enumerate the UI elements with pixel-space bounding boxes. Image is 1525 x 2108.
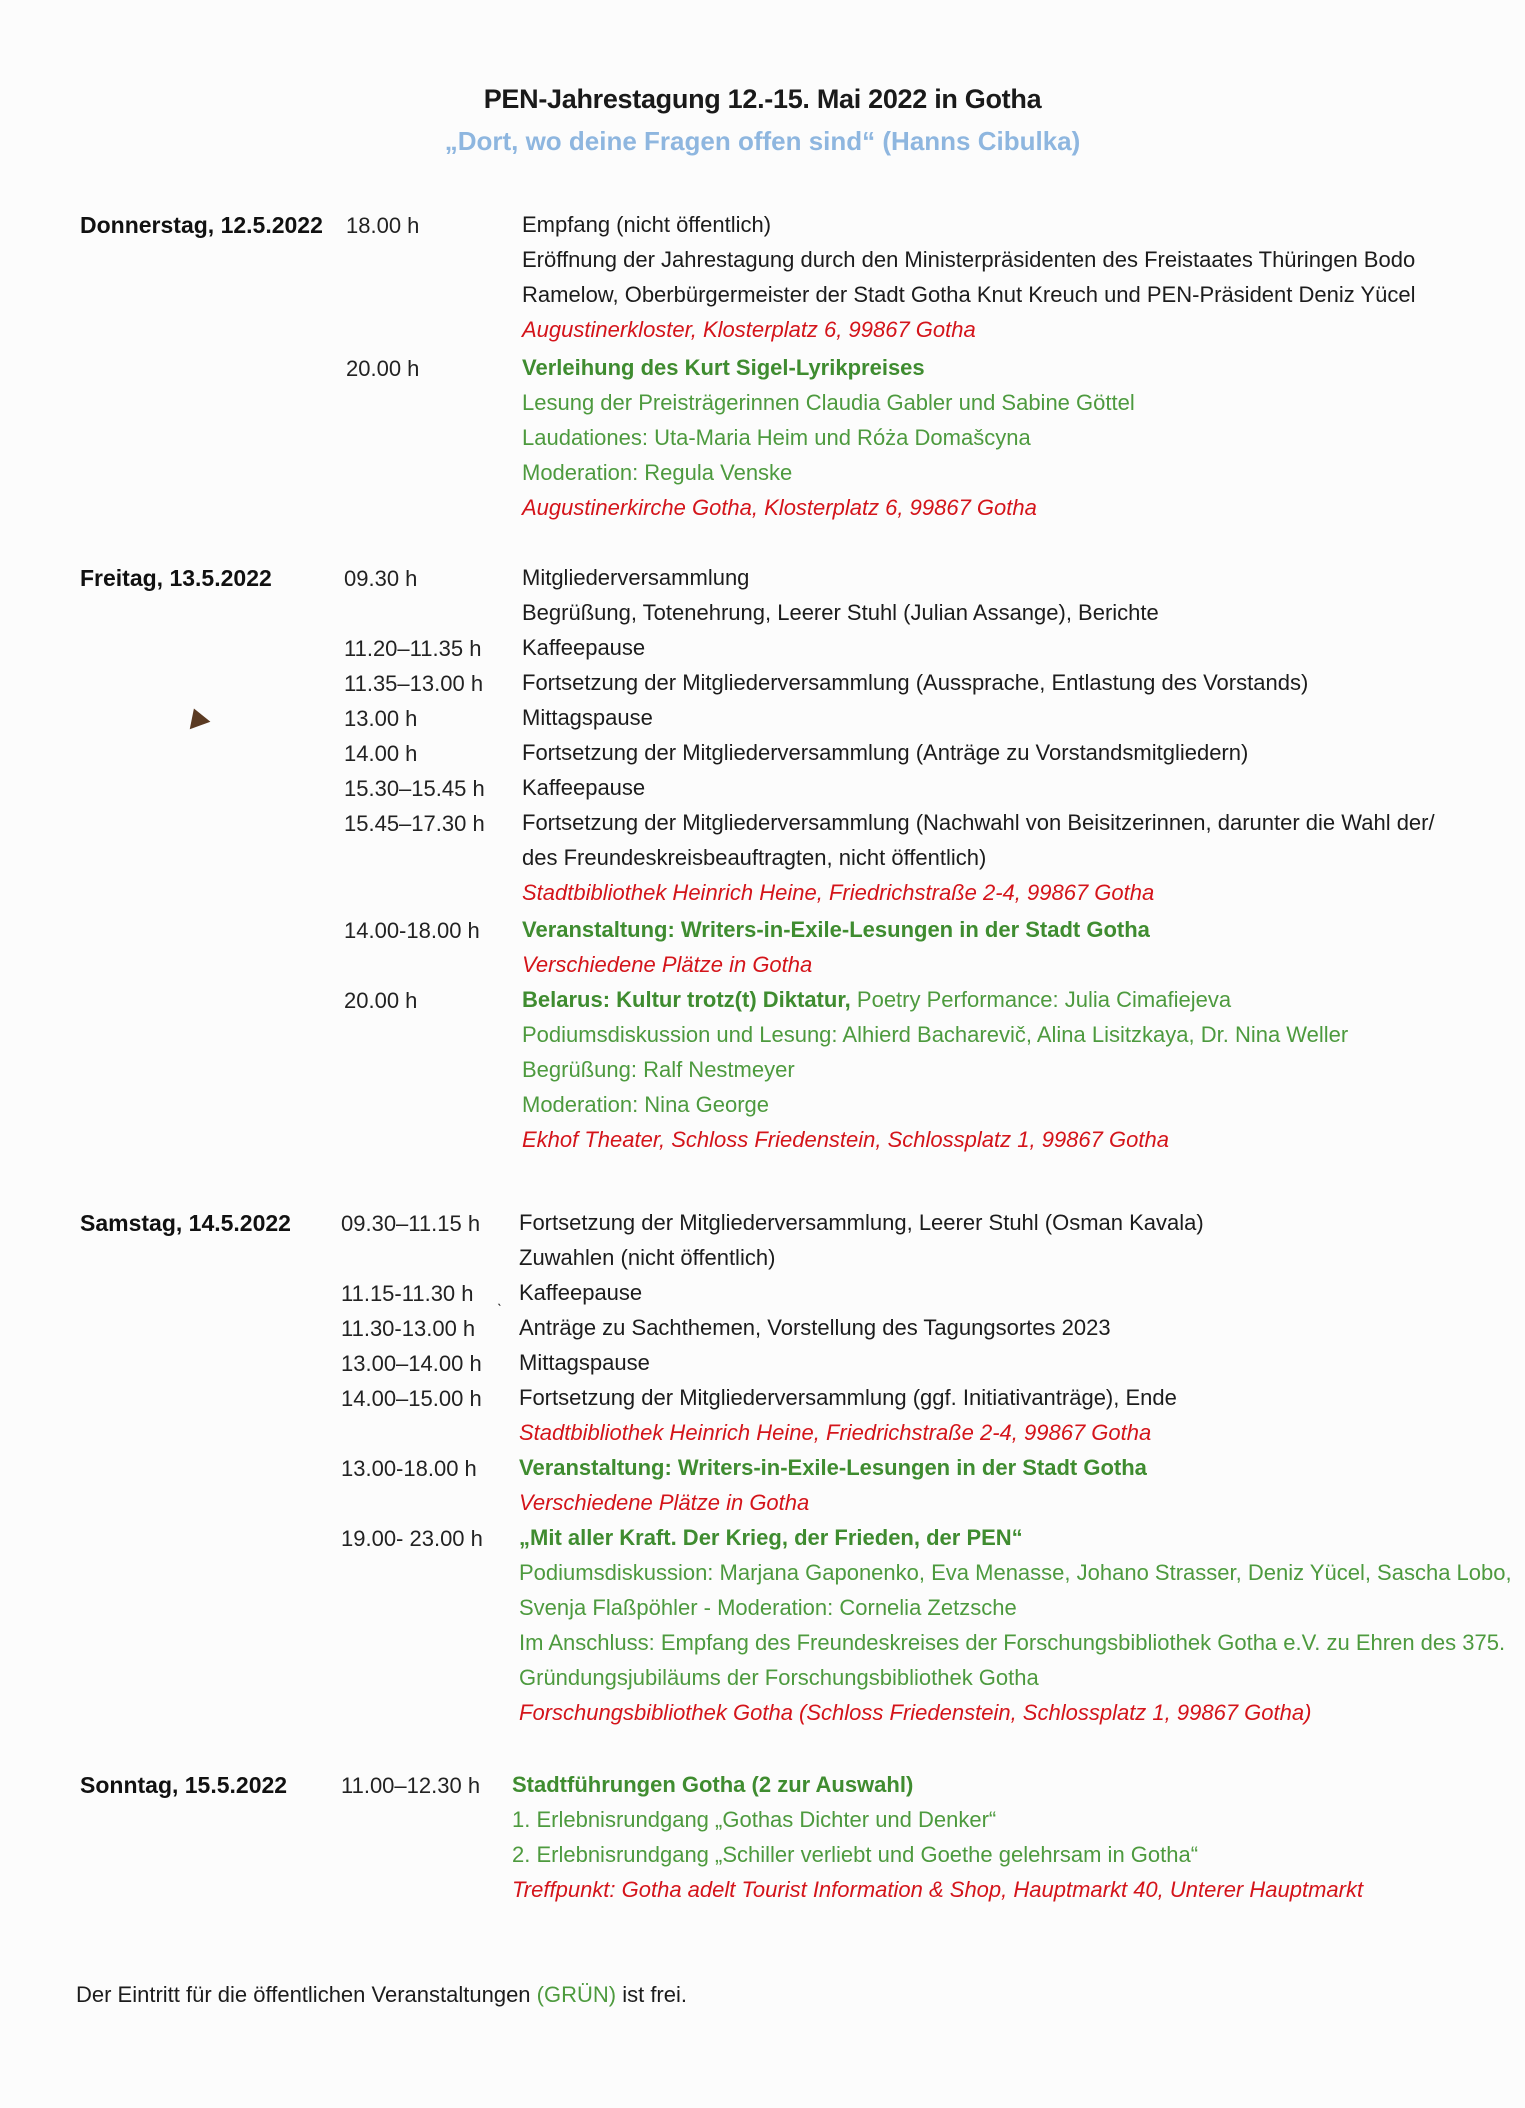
entry-line — [522, 954, 812, 976]
entry-line-text: Fortsetzung der Mitgliederversammlung, Leerer Stuhl (Osman Kavala) — [519, 1210, 1204, 1235]
entry-time: 14.00 h — [344, 741, 418, 766]
entry-line-text: Fortsetzung der Mitgliederversammlung (Aussprache, Entlastung des Vorstands) — [522, 670, 1309, 695]
entry-line-text: Mittagspause — [519, 1350, 650, 1375]
entry-line — [522, 1094, 769, 1116]
entry-line — [522, 989, 1231, 1011]
entry-line-text: Treffpunkt: Gotha adelt Tourist Information & Shop, Hauptmarkt 40, Unterer Hauptmarkt — [512, 1877, 1364, 1902]
entry-time: 11.30-13.00 h — [341, 1316, 476, 1341]
entry-line-text: Veranstaltung: Writers-in-Exile-Lesungen in der Stadt Gotha — [522, 917, 1150, 942]
entry-time: 09.30 h — [344, 566, 418, 591]
entry-line — [519, 1702, 1311, 1724]
day-label: Samstag, 14.5.2022 — [80, 1210, 291, 1236]
entry-line — [512, 1809, 996, 1831]
entry-line — [519, 1282, 642, 1304]
entry-time: 13.00–14.00 h — [341, 1351, 482, 1376]
entry-line — [522, 284, 1416, 306]
entry-line — [522, 812, 1435, 834]
entry-line — [522, 249, 1415, 271]
entry-line — [522, 462, 792, 484]
footer-text-after: ist frei. — [616, 1982, 687, 2007]
entry-line-text: Svenja Flaßpöhler - Moderation: Cornelia Zetzsche — [519, 1595, 1017, 1620]
entry-line — [522, 847, 986, 869]
entry-line — [512, 1879, 1363, 1901]
entry-line-text: Veranstaltung: Writers-in-Exile-Lesungen in der Stadt Gotha — [519, 1455, 1147, 1480]
entry-line-text: 1. Erlebnisrundgang „Gothas Dichter und Denker“ — [512, 1807, 997, 1832]
entry-line-text: Mittagspause — [522, 705, 653, 730]
entry-line-text: Podiumsdiskussion und Lesung: Alhierd Bacharevič, Alina Lisitzkaya, Dr. Nina Weller — [522, 1022, 1349, 1047]
entry-line — [519, 1212, 1204, 1234]
entry-line-text: Fortsetzung der Mitgliederversammlung (ggf. Initiativanträge), Ende — [519, 1385, 1177, 1410]
day-label: Freitag, 13.5.2022 — [80, 565, 272, 591]
entry-line-text: Zuwahlen (nicht öffentlich) — [519, 1245, 776, 1270]
entry-time: 15.30–15.45 h — [344, 776, 485, 801]
footer-text-before: Der Eintritt für die öffentlichen Veranstaltungen — [76, 1982, 537, 2007]
entry-line-text: Augustinerkirche Gotha, Klosterplatz 6, 99867 Gotha — [522, 495, 1037, 520]
entry-line — [519, 1562, 1512, 1584]
entry-time: 14.00–15.00 h — [341, 1386, 482, 1411]
entry-line-text: Fortsetzung der Mitgliederversammlung (Nachwahl von Beisitzerinnen, darunter die Wahl der/ — [522, 810, 1435, 835]
entry-line-text: Im Anschluss: Empfang des Freundeskreises der Forschungsbibliothek Gotha e.V. zu Ehren des 375. — [519, 1630, 1506, 1655]
entry-time: 13.00 h — [344, 706, 418, 731]
entry-line — [522, 882, 1154, 904]
entry-line — [522, 602, 1159, 624]
entry-line — [519, 1352, 650, 1374]
entry-line-text: Verschiedene Plätze in Gotha — [519, 1490, 810, 1515]
entry-line — [522, 1059, 795, 1081]
entry-time: 13.00-18.00 h — [341, 1456, 477, 1481]
entry-line-text: Belarus: Kultur trotz(t) Diktatur, — [522, 987, 851, 1012]
entry-line — [522, 357, 925, 379]
entry-line-text: „Mit aller Kraft. Der Krieg, der Frieden, der PEN“ — [519, 1525, 1023, 1550]
entry-line-text: Verschiedene Plätze in Gotha — [522, 952, 813, 977]
entry-time: 20.00 h — [344, 988, 418, 1013]
entry-line-text: des Freundeskreisbeauftragten, nicht öffentlich) — [522, 845, 987, 870]
entry-line — [522, 1024, 1348, 1046]
entry-line-text: Moderation: Regula Venske — [522, 460, 793, 485]
entry-line — [522, 742, 1248, 764]
entry-line-text: Anträge zu Sachthemen, Vorstellung des Tagungsortes 2023 — [519, 1315, 1111, 1340]
entry-line — [519, 1247, 775, 1269]
entry-line-text: Kaffeepause — [519, 1280, 643, 1305]
entry-line — [519, 1597, 1017, 1619]
entry-line-text: Begrüßung, Totenehrung, Leerer Stuhl (Julian Assange), Berichte — [522, 600, 1159, 625]
entry-line-text: 2. Erlebnisrundgang „Schiller verliebt und Goethe gelehrsam in Gotha“ — [512, 1842, 1199, 1867]
entry-time: 11.15-11.30 h — [341, 1281, 474, 1306]
entry-line — [522, 637, 645, 659]
entry-time: 18.00 h — [346, 213, 420, 238]
entry-line-text: Podiumsdiskussion: Marjana Gaponenko, Eva Menasse, Johano Strasser, Deniz Yücel, Sascha Lobo, — [519, 1560, 1512, 1585]
entry-line-text: Ekhof Theater, Schloss Friedenstein, Schlossplatz 1, 99867 Gotha — [522, 1127, 1169, 1152]
entry-line-text: Empfang (nicht öffentlich) — [522, 212, 772, 237]
entry-line-text: Augustinerkloster, Klosterplatz 6, 99867 Gotha — [522, 317, 976, 342]
entry-time: 11.35–13.00 h — [344, 671, 484, 696]
entry-line — [519, 1387, 1177, 1409]
entry-line — [519, 1317, 1111, 1339]
entry-line-text: Stadtbibliothek Heinrich Heine, Friedrichstraße 2-4, 99867 Gotha — [519, 1420, 1152, 1445]
entry-line — [522, 392, 1135, 414]
entry-line — [522, 1129, 1169, 1151]
entry-line-text: Fortsetzung der Mitgliederversammlung (Anträge zu Vorstandsmitgliedern) — [522, 740, 1249, 765]
entry-time: 11.00–12.30 h — [341, 1773, 481, 1798]
footer-note — [76, 1982, 687, 2008]
entry-line — [522, 427, 1031, 449]
entry-line-tail: Poetry Performance: Julia Cimafiejeva — [850, 987, 1232, 1012]
entry-line-text: Gründungsjubiläums der Forschungsbibliothek Gotha — [519, 1665, 1039, 1690]
entry-line — [522, 497, 1037, 519]
entry-line-text: Lesung der Preisträgerinnen Claudia Gabler und Sabine Göttel — [522, 390, 1135, 415]
entry-line-text: Eröffnung der Jahrestagung durch den Ministerpräsidenten des Freistaates Thüringen Bodo — [522, 247, 1416, 272]
entry-line — [519, 1422, 1151, 1444]
entry-line-text: Kaffeepause — [522, 635, 646, 660]
entry-line-text: Moderation: Nina George — [522, 1092, 770, 1117]
page-title: PEN-Jahrestagung 12.-15. Mai 2022 in Gotha — [483, 84, 1042, 114]
entry-line — [512, 1774, 913, 1796]
entry-line-text: Forschungsbibliothek Gotha (Schloss Friedenstein, Schlossplatz 1, 99867 Gotha) — [519, 1700, 1312, 1725]
pen-mark: ˎ — [497, 1290, 503, 1307]
entry-time: 15.45–17.30 h — [344, 811, 485, 836]
entry-line-text: Stadtführungen Gotha (2 zur Auswahl) — [512, 1772, 914, 1797]
entry-time: 11.20–11.35 h — [344, 636, 482, 661]
paper-speck — [184, 705, 211, 729]
entry-line-text: Kaffeepause — [522, 775, 646, 800]
day-label: Donnerstag, 12.5.2022 — [80, 212, 323, 238]
entry-time: 14.00-18.00 h — [344, 918, 480, 943]
entry-line — [519, 1457, 1147, 1479]
entry-line-text: Mitgliederversammlung — [522, 565, 750, 590]
footer-highlight: (GRÜN) — [536, 1982, 617, 2007]
entry-line — [519, 1492, 809, 1514]
entry-time: 20.00 h — [346, 356, 420, 381]
entry-line-text: Stadtbibliothek Heinrich Heine, Friedrichstraße 2-4, 99867 Gotha — [522, 880, 1155, 905]
entry-line — [519, 1527, 1023, 1549]
entry-line — [522, 672, 1308, 694]
entry-line-text: Laudationes: Uta-Maria Heim und Róża Domašcyna — [522, 425, 1031, 450]
entry-line — [519, 1667, 1039, 1689]
entry-line-text: Verleihung des Kurt Sigel-Lyrikpreises — [522, 355, 925, 380]
entry-line — [519, 1632, 1505, 1654]
entry-time: 09.30–11.15 h — [341, 1211, 481, 1236]
entry-line — [522, 919, 1150, 941]
entry-line — [522, 707, 653, 729]
entry-line — [522, 214, 771, 236]
entry-line — [522, 567, 749, 589]
entry-line — [512, 1844, 1198, 1866]
entry-line — [522, 319, 976, 341]
page-subtitle: „Dort, wo deine Fragen offen sind“ (Hanns Cibulka) — [444, 126, 1081, 156]
day-label: Sonntag, 15.5.2022 — [80, 1772, 288, 1798]
entry-line-text: Begrüßung: Ralf Nestmeyer — [522, 1057, 795, 1082]
entry-line — [522, 777, 645, 799]
entry-time: 19.00- 23.00 h — [341, 1526, 483, 1551]
entry-line-text: Ramelow, Oberbürgermeister der Stadt Gotha Knut Kreuch und PEN-Präsident Deniz Yücel — [522, 282, 1416, 307]
